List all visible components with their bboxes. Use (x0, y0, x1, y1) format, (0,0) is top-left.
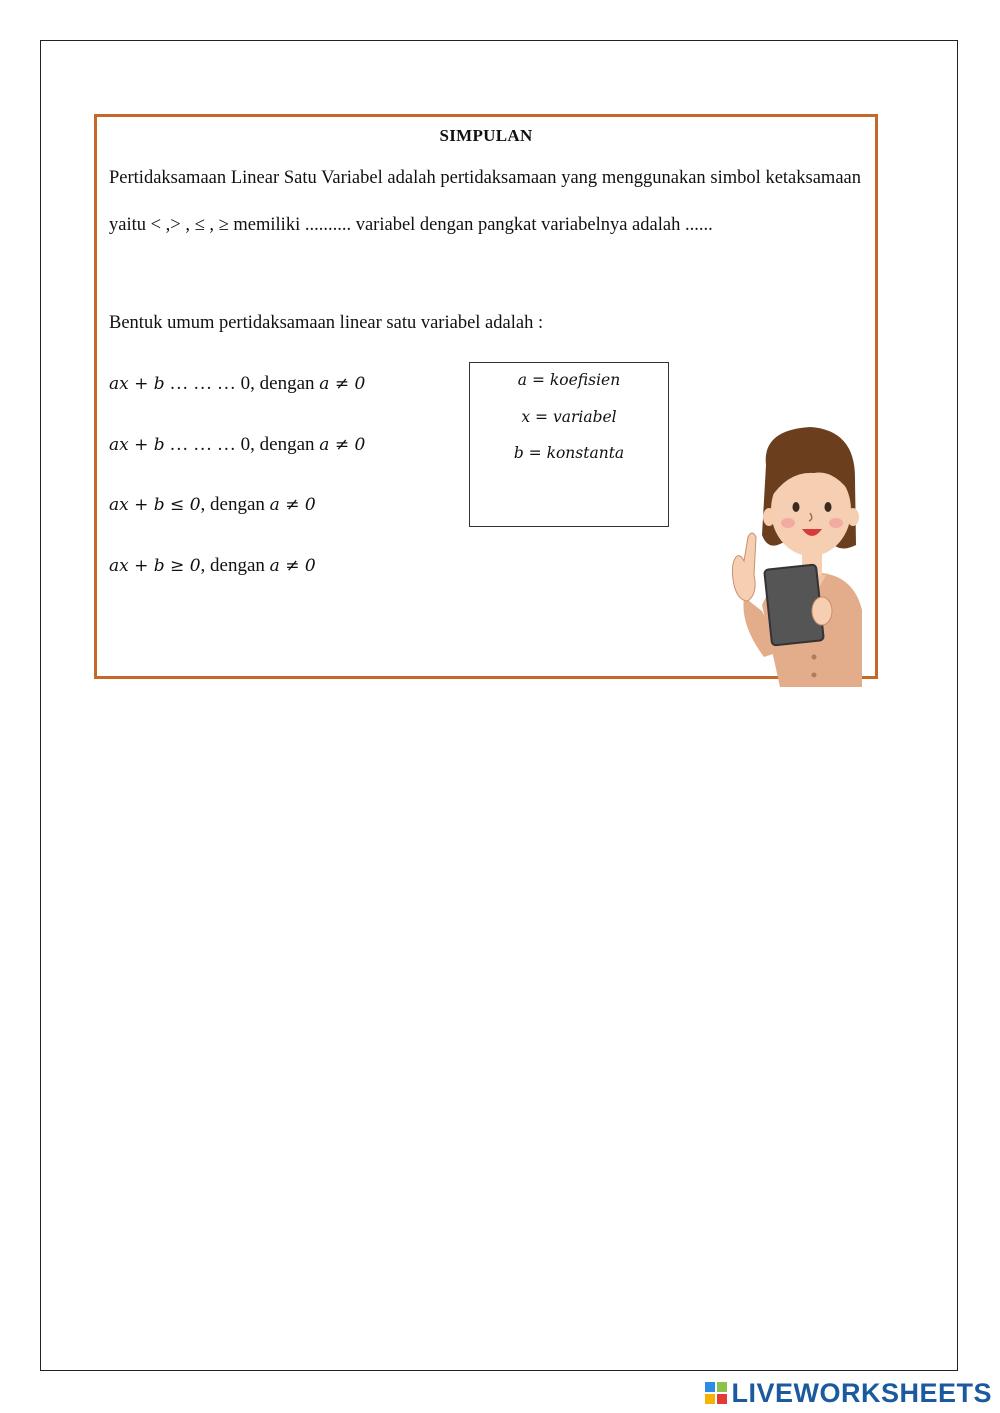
inequality-3 (109, 494, 316, 516)
inequality-rest: , dengan (200, 555, 270, 576)
liveworksheets-text: LIVEWORKSHEETS (731, 1377, 992, 1408)
liveworksheets-brand (705, 1379, 992, 1407)
inequality-cond: a ≠ 0 (269, 495, 316, 515)
inequality-expr: ax + b ≤ 0 (109, 495, 201, 515)
inequality-op: … … … 0 (164, 373, 251, 394)
inequality-rest: , dengan (250, 434, 320, 455)
inequality-op: … … … 0 (164, 434, 251, 455)
inequality-rest: , dengan (250, 373, 320, 394)
liveworksheets-logo-icon (705, 1382, 727, 1404)
inequality-cond: a ≠ 0 (269, 556, 316, 576)
teacher-illustration (722, 425, 864, 687)
inequality-cond: a ≠ 0 (319, 435, 366, 455)
inequality-4 (109, 555, 316, 577)
inequality-cond: a ≠ 0 (319, 374, 366, 394)
inequality-rest: , dengan (200, 494, 270, 515)
legend-variable: x = variabel (521, 408, 617, 426)
general-form-intro: Bentuk umum pertidaksamaan linear satu variabel adalah : (109, 313, 544, 333)
inequality-1 (109, 373, 365, 395)
inequality-expr: ax + b (109, 374, 165, 394)
legend-constant: b = konstanta (513, 444, 625, 462)
legend-box (469, 362, 669, 527)
summary-title: SIMPULAN (439, 126, 533, 145)
legend-coefficient: a = koefisien (517, 371, 621, 389)
inequality-expr: ax + b ≥ 0 (109, 556, 201, 576)
definition-paragraph: Pertidaksamaan Linear Satu Variabel adalah pertidaksamaan yang menggunakan simbol ketaksamaan yaitu < ,> , ≤ , ≥ memiliki .......... variabel dengan pangkat variabelnya adalah ...... (109, 168, 861, 235)
inequality-expr: ax + b (109, 435, 165, 455)
inequality-2 (109, 434, 365, 456)
